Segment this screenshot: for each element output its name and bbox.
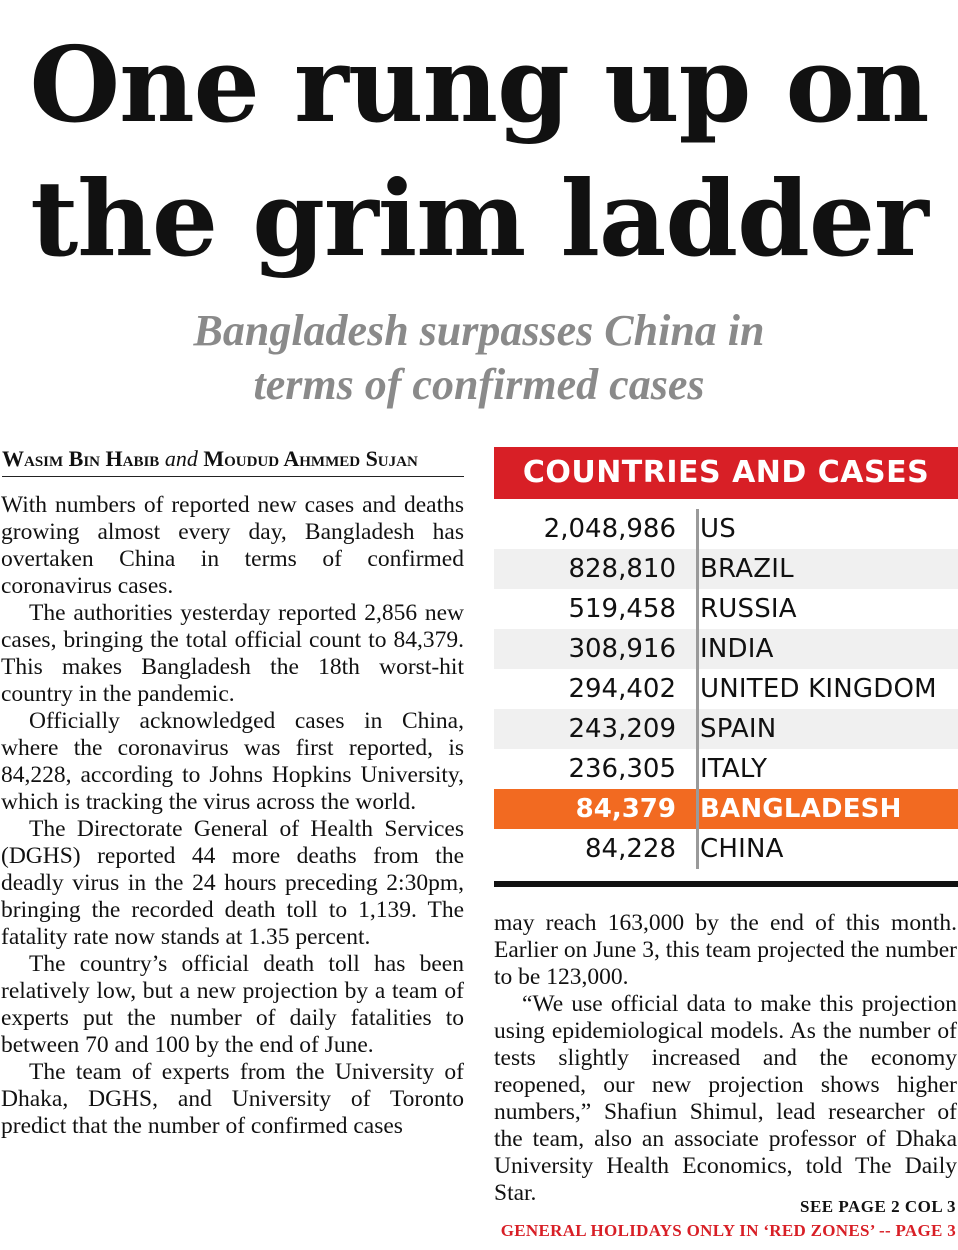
related-story-link: GENERAL HOLIDAYS ONLY IN ‘RED ZONES’ -- PAGE 3 — [500, 1221, 956, 1240]
country-name: RUSSIA — [700, 594, 797, 624]
table-title: COUNTRIES AND CASES — [494, 447, 958, 499]
country-name: BRAZIL — [700, 554, 794, 584]
country-name: CHINA — [700, 834, 784, 864]
country-name: ITALY — [700, 754, 768, 784]
headline-line-2: the grim ladder — [30, 157, 928, 280]
paragraph: “We use official data to make this projection using epidemiological models. As the number of tests slightly increased and the economy reopened, our new projection shows higher numbers,” Shafiun Shimul, lead researcher of the team, also an associate professor of Dhaka University Health Economics, told The Daily Star. — [494, 991, 957, 1206]
country-name: UNITED KINGDOM — [700, 674, 937, 704]
table-rows — [494, 509, 958, 869]
article-column-1 — [1, 492, 464, 1140]
table-row — [494, 669, 958, 709]
table-row — [494, 589, 958, 629]
cases-value: 236,305 — [568, 754, 676, 784]
subheadline — [0, 304, 958, 412]
country-name: BANGLADESH — [700, 794, 902, 824]
paragraph: Officially acknowledged cases in China, where the coronavirus was first reported, is 84,228, according to Johns Hopkins University, which is tracking the virus across the world. — [1, 708, 464, 815]
headline-line-1: One rung up on — [29, 23, 929, 146]
column-divider — [696, 509, 699, 869]
paragraph: The country’s official death toll has been relatively low, but a new projection by a team of experts put the number of daily fatalities to between 70 and 100 by the end of June. — [1, 951, 464, 1058]
cases-table — [494, 447, 958, 887]
country-name: SPAIN — [700, 714, 777, 744]
paragraph: The team of experts from the University of Dhaka, DGHS, and University of Toronto predict that the number of confirmed cases — [1, 1059, 464, 1139]
paragraph: The authorities yesterday reported 2,856 new cases, bringing the total official count to 84,379. This makes Bangladesh the 18th worst-hit country in the pandemic. — [1, 600, 464, 707]
table-row-highlighted — [494, 789, 958, 829]
byline-and: and — [164, 446, 198, 471]
byline-author-1: Wasim Bin Habib — [2, 446, 160, 471]
article-column-2 — [494, 910, 957, 1207]
cases-value: 294,402 — [568, 674, 676, 704]
subheadline-line-1: Bangladesh surpasses China in — [193, 306, 765, 355]
continued-jump-line: SEE PAGE 2 COL 3 — [800, 1197, 956, 1216]
byline-author-2: Moudud Ahmmed Sujan — [203, 446, 418, 471]
byline — [2, 446, 464, 477]
table-row — [494, 629, 958, 669]
table-row — [494, 709, 958, 749]
table-bottom-rule — [494, 881, 958, 887]
table-row — [494, 749, 958, 789]
cases-value: 828,810 — [568, 554, 676, 584]
table-row — [494, 509, 958, 549]
paragraph: With numbers of reported new cases and deaths growing almost every day, Bangladesh has overtaken China in terms of confirmed coronavirus cases. — [1, 492, 464, 599]
paragraph: may reach 163,000 by the end of this month. Earlier on June 3, this team projected the number to be 123,000. — [494, 910, 957, 990]
paragraph: The Directorate General of Health Services (DGHS) reported 44 more deaths from the deadly virus in the 24 hours preceding 2:30pm, bringing the recorded death toll to 1,139. The fatality rate now stands at 1.35 percent. — [1, 816, 464, 950]
cases-value: 84,379 — [575, 794, 676, 824]
table-row — [494, 829, 958, 869]
cases-value: 2,048,986 — [543, 514, 676, 544]
country-name: INDIA — [700, 634, 774, 664]
headline — [0, 18, 958, 286]
country-name: US — [700, 514, 736, 544]
table-row — [494, 549, 958, 589]
cases-value: 84,228 — [585, 834, 676, 864]
cases-value: 243,209 — [568, 714, 676, 744]
subheadline-line-2: terms of confirmed cases — [253, 360, 705, 409]
cases-value: 308,916 — [568, 634, 676, 664]
cases-value: 519,458 — [568, 594, 676, 624]
